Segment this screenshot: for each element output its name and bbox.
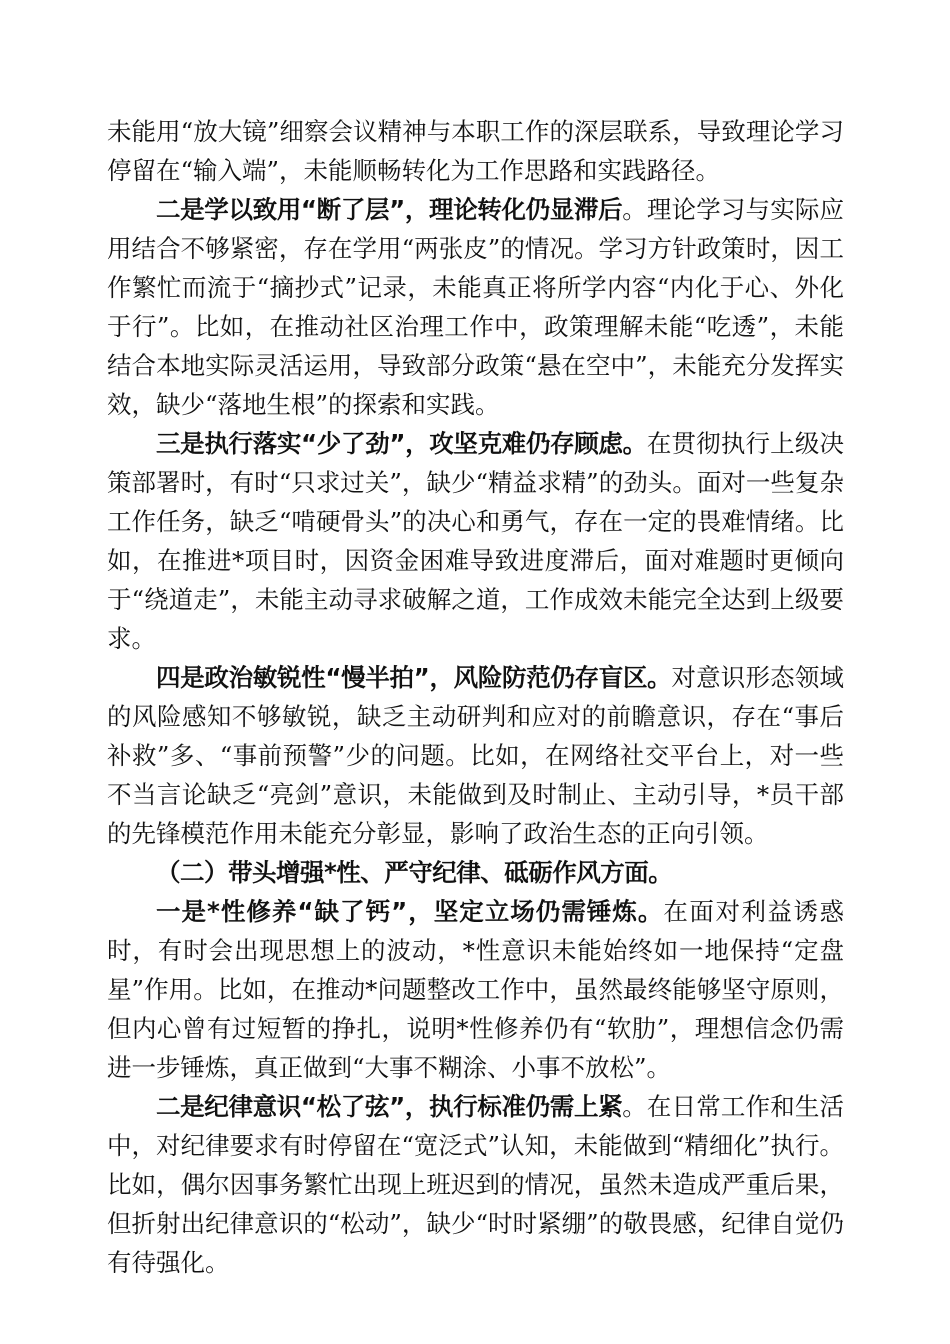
item-paragraph: [107, 190, 844, 424]
item-body: 在面对利益诱惑时，有时会出现思想上的波动，*性意识未能始终如一地保持“定盘星”作用。比如，在推动*问题整改工作中，虽然最终能够坚守原则，但内心曾有过短暂的挣扎，说明*性修养仍有“软肋”，理想信念仍需进一步锤炼，真正做到“大事不糊涂、小事不放松”。: [107, 897, 845, 1082]
item-lead: 一是*性修养“缺了钙”，坚定立场仍需锤炼。: [156, 897, 664, 926]
item-lead: 二是学以致用“断了层”，理论转化仍显滞后: [156, 195, 623, 224]
item-lead: 三是执行落实“少了劲”，攻坚克难仍存顾虑。: [156, 429, 647, 458]
item-body: 在贯彻执行上级决策部署时，有时“只求过关”，缺少“精益求精”的劲头。面对一些复杂工作任务，缺乏“啃硬骨头”的决心和勇气，存在一定的畏难情绪。比如，在推进*项目时，因资金困难导致进度滞后，面对难题时更倾向于“绕道走”，未能主动寻求破解之道，工作成效未能完全达到上级要求。: [107, 429, 845, 653]
item-body: 。理论学习与实际应用结合不够紧密，存在学用“两张皮”的情况。学习方针政策时，因工作繁忙而流于“摘抄式”记录，未能真正将所学内容“内化于心、外化于行”。比如，在推动社区治理工作中，政策理解未能“吃透”，未能结合本地实际灵活运用，导致部分政策“悬在空中”，未能充分发挥实效，缺少“落地生根”的探索和实践。: [107, 195, 845, 419]
document-page: [107, 112, 844, 1282]
item-body: 。在日常工作和生活中，对纪律要求有时停留在“宽泛式”认知，未能做到“精细化”执行。比如，偶尔因事务繁忙出现上班迟到的情况，虽然未造成严重后果，但折射出纪律意识的“松动”，缺少“时时紧绷”的敬畏感，纪律自觉仍有待强化。: [107, 1092, 845, 1277]
item-body: 对意识形态领域的风险感知不够敏锐，缺乏主动研判和应对的前瞻意识，存在“事后补救”多、“事前预警”少的问题。比如，在网络社交平台上，对一些不当言论缺乏“亮剑”意识，未能做到及时制止、主动引导，*员干部的先锋模范作用未能充分彰显，影响了政治生态的正向引领。: [107, 663, 845, 848]
opening-paragraph: 未能用“放大镜”细察会议精神与本职工作的深层联系，导致理论学习停留在“输入端”，未能顺畅转化为工作思路和实践路径。: [107, 117, 844, 185]
item-paragraph: [107, 892, 844, 1087]
section-heading: （二）带头增强*性、严守纪律、砥砺作风方面。: [156, 858, 673, 887]
item-paragraph: [107, 658, 844, 853]
item-lead: 二是纪律意识“松了弦”，执行标准仍需上紧: [156, 1092, 623, 1121]
item-paragraph: [107, 424, 844, 658]
item-paragraph: [107, 1087, 844, 1282]
item-lead: 四是政治敏锐性“慢半拍”，风险防范仍存盲区。: [156, 663, 672, 692]
